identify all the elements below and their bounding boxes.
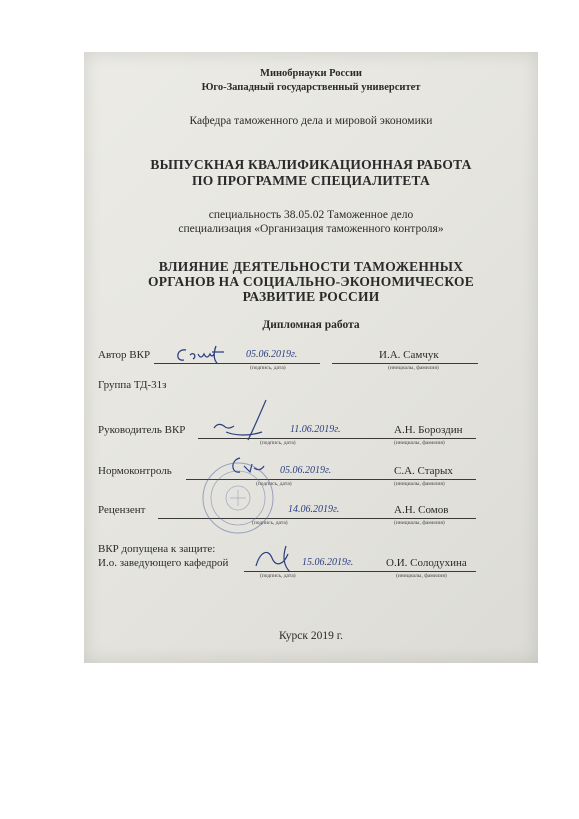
- normcontrol-name-hint: (инициалы, фамилия): [394, 481, 445, 487]
- supervisor-date: 11.06.2019г.: [290, 424, 341, 435]
- thesis-title-line1: ВЛИЯНИЕ ДЕЯТЕЛЬНОСТИ ТАМОЖЕННЫХ: [158, 259, 464, 274]
- specialty-line: специальность 38.05.02 Таможенное дело: [208, 209, 414, 221]
- department-name: Кафедра таможенного дела и мировой экономики: [189, 115, 433, 127]
- university-name: Юго-Западный государственный университет: [201, 82, 421, 93]
- group-label: Группа ТД-31з: [98, 379, 167, 391]
- head-signature-hint: (подпись, дата): [260, 573, 296, 579]
- head-name: О.И. Солодухина: [386, 557, 467, 569]
- head-name-hint: (инициалы, фамилия): [396, 573, 447, 579]
- reviewer-date: 14.06.2019г.: [288, 504, 340, 515]
- author-name-line: [332, 363, 478, 364]
- doc-type-line1: ВЫПУСКНАЯ КВАЛИФИКАЦИОННАЯ РАБОТА: [150, 157, 472, 172]
- normcontrol-label: Нормоконтроль: [98, 465, 172, 477]
- reviewer-label: Рецензент: [98, 504, 146, 516]
- author-label: Автор ВКР: [98, 349, 151, 361]
- author-date: 05.06.2019г.: [246, 349, 298, 360]
- doc-type-line2: ПО ПРОГРАММЕ СПЕЦИАЛИТЕТА: [192, 173, 430, 188]
- head-of-department-label: И.о. заведующего кафедрой: [98, 557, 229, 569]
- supervisor-label: Руководитель ВКР: [98, 424, 186, 436]
- ministry-name: Минобрнауки России: [260, 68, 362, 79]
- reviewer-name-hint: (инициалы, фамилия): [394, 520, 445, 526]
- thesis-title-line2: ОРГАНОВ НА СОЦИАЛЬНО-ЭКОНОМИЧЕСКОЕ: [148, 274, 474, 289]
- supervisor-signature: [206, 398, 286, 442]
- reviewer-signature-hint: (подпись, дата): [252, 520, 288, 526]
- work-type: Дипломная работа: [262, 319, 360, 331]
- head-date: 15.06.2019г.: [302, 557, 354, 568]
- thesis-title-line3: РАЗВИТИЕ РОССИИ: [242, 289, 380, 304]
- normcontrol-signature-hint: (подпись, дата): [256, 481, 292, 487]
- author-name: И.А. Самчук: [379, 349, 439, 361]
- specialization-line: специализация «Организация таможенного контроля»: [178, 223, 444, 235]
- supervisor-signature-hint: (подпись, дата): [260, 440, 296, 446]
- supervisor-name-hint: (инициалы, фамилия): [394, 440, 445, 446]
- head-signature: [250, 544, 300, 574]
- normcontrol-date: 05.06.2019г.: [280, 465, 332, 476]
- author-signature: [172, 342, 232, 368]
- normcontrol-name: С.А. Старых: [394, 465, 453, 477]
- supervisor-name: А.Н. Бороздин: [394, 424, 463, 436]
- city-year: Курск 2019 г.: [278, 630, 344, 642]
- admission-line: ВКР допущена к защите:: [98, 543, 216, 555]
- author-name-hint: (инициалы, фамилия): [388, 365, 439, 371]
- author-signature-hint: (подпись, дата): [250, 365, 286, 371]
- document-photo: [84, 52, 538, 663]
- university-stamp: [200, 460, 276, 536]
- reviewer-name: А.Н. Сомов: [394, 504, 449, 516]
